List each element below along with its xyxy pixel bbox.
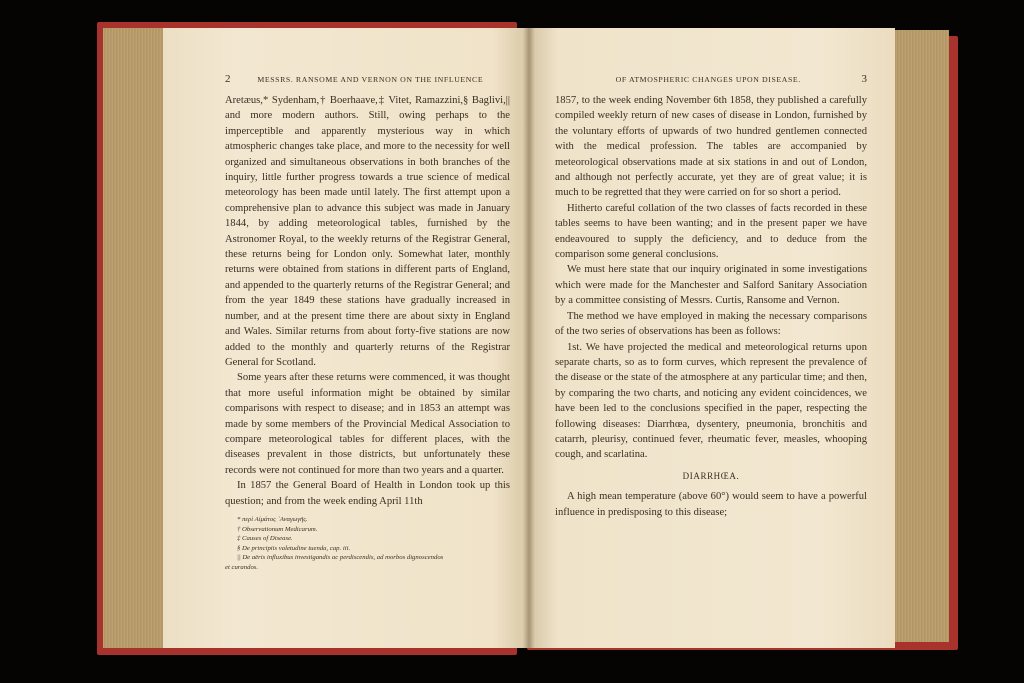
footnote: † Observationum Medicarum. <box>237 525 318 533</box>
section-heading: DIARRHŒA. <box>682 470 740 481</box>
footnote: || De aëris influxibus investigandis ac perdiscendis, ad morbos dignoscendos <box>237 554 444 562</box>
right-running-head <box>555 73 867 85</box>
footnote: ‡ Causes of Disease. <box>237 535 293 543</box>
left-page-number: 2 <box>225 73 231 85</box>
right-page-number: 3 <box>861 73 867 85</box>
right-paragraph: 1st. We have projected the medical and meteorological returns upon separate charts, so as to form curves, which represent the prevalence of the disease or the state of the atmosphere at any particular time; and then, by comparing the two charts, and noticing any evident coincidences, we have been led to the conclusions specified in the paper, respecting the following diseases: Diarrhœa, dysentery, pneumonia, bronchitis and catarrh, pleurisy, continued fever, rheumatic fever, measles, whooping cough, and scarlatina. <box>555 341 867 461</box>
page-edges-left <box>103 28 165 648</box>
right-paragraph: A high mean temperature (above 60°) would seem to have a powerful influence in predisposing to this disease; <box>555 491 867 518</box>
left-body-text <box>225 93 510 509</box>
footnotes <box>225 515 510 573</box>
footnote: et curandos. <box>225 563 259 571</box>
left-running-title: MESSRS. RANSOME AND VERNON ON THE INFLUENCE <box>257 75 484 84</box>
right-paragraph: Hitherto careful collation of the two classes of facts recorded in these tables seems to have been wanting; and in the present paper we have endeavoured to supply the deficiency, and to deduce from the comparison some general conclusions. <box>555 202 867 261</box>
page-edges-right <box>893 30 949 642</box>
right-paragraph: We must here state that our inquiry originated in some investigations which were made for the Manchester and Salford Sanitary Association by a committee consisting of Messrs. Curtis, Ransome and Vernon. <box>555 264 867 307</box>
footnote: § De principiis valetudine tuenda, cap. iii. <box>237 544 351 552</box>
left-paragraph: Some years after these returns were commenced, it was thought that more useful information might be obtained by similar comparisons with respect to disease; and in 1853 an attempt was made by some members of the Provincial Medical Association to compare meteorological tables for different places, with the diseases prevalent in those districts, but unfortunately these records were not continued for more than two years and a quarter. <box>225 372 510 476</box>
right-paragraph: 1857, to the week ending November 6th 1858, they published a carefully compiled weekly return of new cases of disease in London, furnished by the voluntary efforts of upwards of two hundred gentlemen connected with the medical profession. The tables are accompanied by meteorological observations made at six stations in and out of London, and although not perfectly accurate, yet they are of great value; it is much to be regretted that they were carried on for so short a period. <box>555 95 867 199</box>
right-page <box>529 28 895 648</box>
left-page <box>163 28 529 648</box>
footnote: * περὶ Αἰμάτος ᾽Αναγωγῆς. <box>237 515 308 523</box>
right-running-title: OF ATMOSPHERIC CHANGES UPON DISEASE. <box>615 75 801 84</box>
right-body-text <box>555 93 867 520</box>
book-gutter <box>523 28 535 648</box>
right-paragraph: The method we have employed in making the necessary comparisons of the two series of observations has been as follows: <box>555 310 867 338</box>
open-book <box>97 22 958 655</box>
left-running-head <box>225 73 510 85</box>
left-paragraph: In 1857 the General Board of Health in London took up this question; and from the week ending April 11th <box>225 480 510 507</box>
left-paragraph: Aretæus,* Sydenham,† Boerhaave,‡ Vitet, Ramazzini,§ Baglivi,|| and more modern authors. Still, owing perhaps to the imperceptible and apparently mysterious way in which atmospheric changes take place, and more to the necessity for well organized and simultaneous observations in both branches of the inquiry, little further progress towards a true science of medical meteorology has been made until lately. The first attempt upon a comprehensive plan to advance this subject was made in January 1844, by adding meteorological tables, furnished by the Astronomer Royal, to the weekly returns of the Registrar General, these returns being for London only. Somewhat later, monthly returns were obtained from stations in different parts of England, and appended to the quarterly returns of the Registrar General; and from the year 1849 these stations have gradually increased in number, and at the present time there are about sixty in England and Wales. Similar returns from about forty-five stations are now added to the monthly and quarterly returns of the Registrar General for Scotland. <box>225 95 510 368</box>
